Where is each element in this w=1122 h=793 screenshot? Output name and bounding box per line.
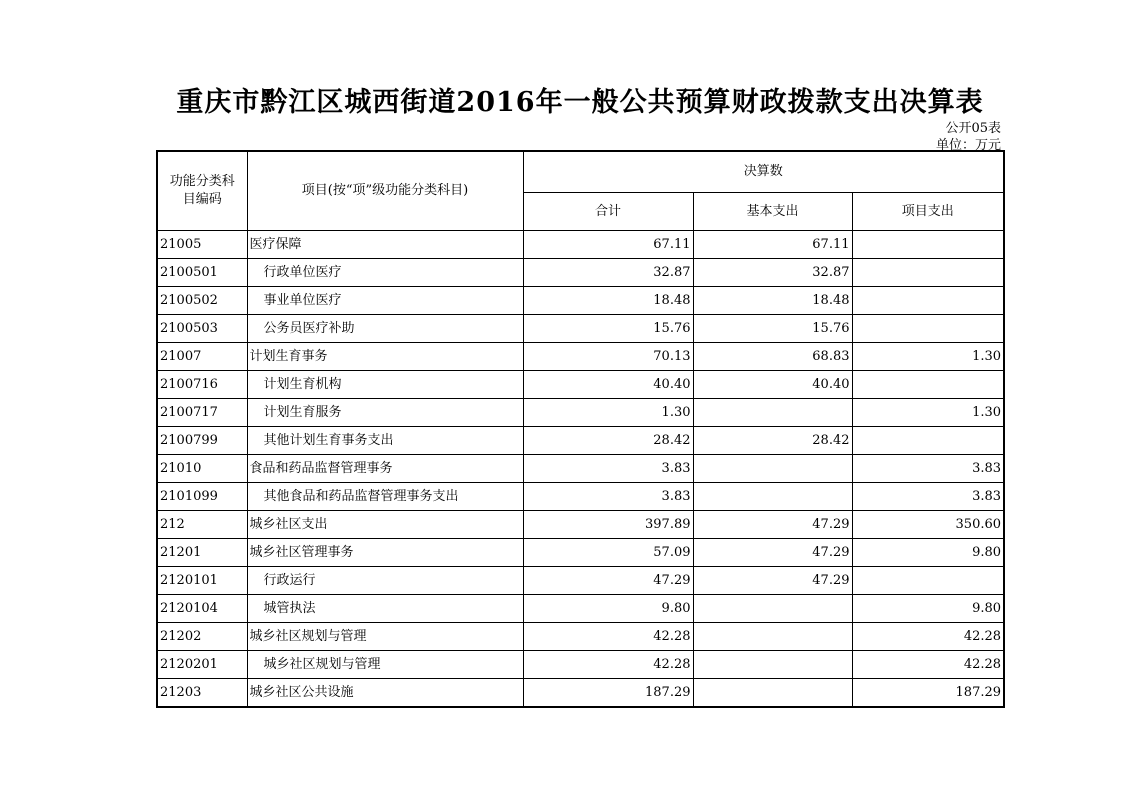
table-row xyxy=(157,511,1004,539)
row-total: 187.29 xyxy=(523,679,693,708)
row-code: 2100502 xyxy=(157,287,247,315)
row-total: 40.40 xyxy=(523,371,693,399)
table-row xyxy=(157,679,1004,708)
row-basic xyxy=(693,483,852,511)
row-name: 计划生育机构 xyxy=(247,371,523,399)
row-code: 2101099 xyxy=(157,483,247,511)
table-row xyxy=(157,539,1004,567)
row-name: 计划生育事务 xyxy=(247,343,523,371)
row-name: 计划生育服务 xyxy=(247,399,523,427)
row-project xyxy=(852,287,1004,315)
row-project: 3.83 xyxy=(852,455,1004,483)
row-total: 42.28 xyxy=(523,651,693,679)
document-code: 公开05表 xyxy=(945,121,1001,136)
row-total: 67.11 xyxy=(523,231,693,259)
row-basic: 47.29 xyxy=(693,539,852,567)
row-basic xyxy=(693,399,852,427)
row-project: 1.30 xyxy=(852,399,1004,427)
table-row xyxy=(157,343,1004,371)
row-project xyxy=(852,315,1004,343)
row-code: 21202 xyxy=(157,623,247,651)
row-basic: 40.40 xyxy=(693,371,852,399)
row-basic xyxy=(693,623,852,651)
row-code: 21005 xyxy=(157,231,247,259)
table-row xyxy=(157,623,1004,651)
row-basic: 32.87 xyxy=(693,259,852,287)
table-row xyxy=(157,399,1004,427)
row-basic: 47.29 xyxy=(693,567,852,595)
row-basic xyxy=(693,595,852,623)
table-row xyxy=(157,315,1004,343)
row-basic xyxy=(693,679,852,708)
table-row xyxy=(157,483,1004,511)
row-basic: 68.83 xyxy=(693,343,852,371)
page-title: 重庆市黔江区城西街道2016年一般公共预算财政拨款支出决算表 xyxy=(176,87,984,118)
row-basic: 67.11 xyxy=(693,231,852,259)
row-name: 其他食品和药品监督管理事务支出 xyxy=(247,483,523,511)
row-basic: 18.48 xyxy=(693,287,852,315)
row-project: 42.28 xyxy=(852,623,1004,651)
row-project: 9.80 xyxy=(852,595,1004,623)
row-project xyxy=(852,427,1004,455)
row-project: 187.29 xyxy=(852,679,1004,708)
row-total: 57.09 xyxy=(523,539,693,567)
table-row xyxy=(157,371,1004,399)
row-total: 1.30 xyxy=(523,399,693,427)
row-code: 21203 xyxy=(157,679,247,708)
table-row xyxy=(157,567,1004,595)
row-total: 15.76 xyxy=(523,315,693,343)
row-code: 2100717 xyxy=(157,399,247,427)
row-name: 行政运行 xyxy=(247,567,523,595)
row-name: 城乡社区公共设施 xyxy=(247,679,523,708)
header-final-accounts: 决算数 xyxy=(523,151,1004,193)
row-project xyxy=(852,371,1004,399)
row-name: 公务员医疗补助 xyxy=(247,315,523,343)
table-row xyxy=(157,259,1004,287)
header-project: 项目支出 xyxy=(852,193,1004,231)
row-basic xyxy=(693,455,852,483)
row-code: 21007 xyxy=(157,343,247,371)
row-name: 城乡社区管理事务 xyxy=(247,539,523,567)
row-total: 18.48 xyxy=(523,287,693,315)
header-name: 项目(按“项”级功能分类科目) xyxy=(247,151,523,231)
row-name: 其他计划生育事务支出 xyxy=(247,427,523,455)
row-project: 1.30 xyxy=(852,343,1004,371)
row-name: 食品和药品监督管理事务 xyxy=(247,455,523,483)
row-code: 21201 xyxy=(157,539,247,567)
row-total: 70.13 xyxy=(523,343,693,371)
row-project xyxy=(852,259,1004,287)
row-name: 事业单位医疗 xyxy=(247,287,523,315)
row-code: 2120201 xyxy=(157,651,247,679)
header-total: 合计 xyxy=(523,193,693,231)
row-total: 42.28 xyxy=(523,623,693,651)
row-name: 城管执法 xyxy=(247,595,523,623)
table-row xyxy=(157,651,1004,679)
row-name: 医疗保障 xyxy=(247,231,523,259)
row-project xyxy=(852,231,1004,259)
unit-label: 单位：万元 xyxy=(935,138,1001,153)
row-total: 3.83 xyxy=(523,455,693,483)
row-total: 3.83 xyxy=(523,483,693,511)
row-project: 42.28 xyxy=(852,651,1004,679)
row-project: 3.83 xyxy=(852,483,1004,511)
table-body xyxy=(157,231,1004,708)
budget-table xyxy=(156,150,1005,708)
row-name: 行政单位医疗 xyxy=(247,259,523,287)
table-row xyxy=(157,455,1004,483)
header-code: 功能分类科目编码 xyxy=(157,151,247,231)
row-project: 350.60 xyxy=(852,511,1004,539)
row-code: 2120101 xyxy=(157,567,247,595)
row-name: 城乡社区规划与管理 xyxy=(247,623,523,651)
row-basic xyxy=(693,651,852,679)
row-total: 47.29 xyxy=(523,567,693,595)
table-row xyxy=(157,287,1004,315)
row-code: 21010 xyxy=(157,455,247,483)
header-basic: 基本支出 xyxy=(693,193,852,231)
row-code: 2100503 xyxy=(157,315,247,343)
row-total: 32.87 xyxy=(523,259,693,287)
row-basic: 15.76 xyxy=(693,315,852,343)
row-name: 城乡社区支出 xyxy=(247,511,523,539)
row-project: 9.80 xyxy=(852,539,1004,567)
row-code: 2120104 xyxy=(157,595,247,623)
row-total: 397.89 xyxy=(523,511,693,539)
row-code: 2100716 xyxy=(157,371,247,399)
row-code: 2100799 xyxy=(157,427,247,455)
row-total: 9.80 xyxy=(523,595,693,623)
row-code: 2100501 xyxy=(157,259,247,287)
row-name: 城乡社区规划与管理 xyxy=(247,651,523,679)
row-basic: 28.42 xyxy=(693,427,852,455)
row-basic: 47.29 xyxy=(693,511,852,539)
row-project xyxy=(852,567,1004,595)
table-row xyxy=(157,231,1004,259)
table-row xyxy=(157,595,1004,623)
row-code: 212 xyxy=(157,511,247,539)
table-row xyxy=(157,427,1004,455)
row-total: 28.42 xyxy=(523,427,693,455)
